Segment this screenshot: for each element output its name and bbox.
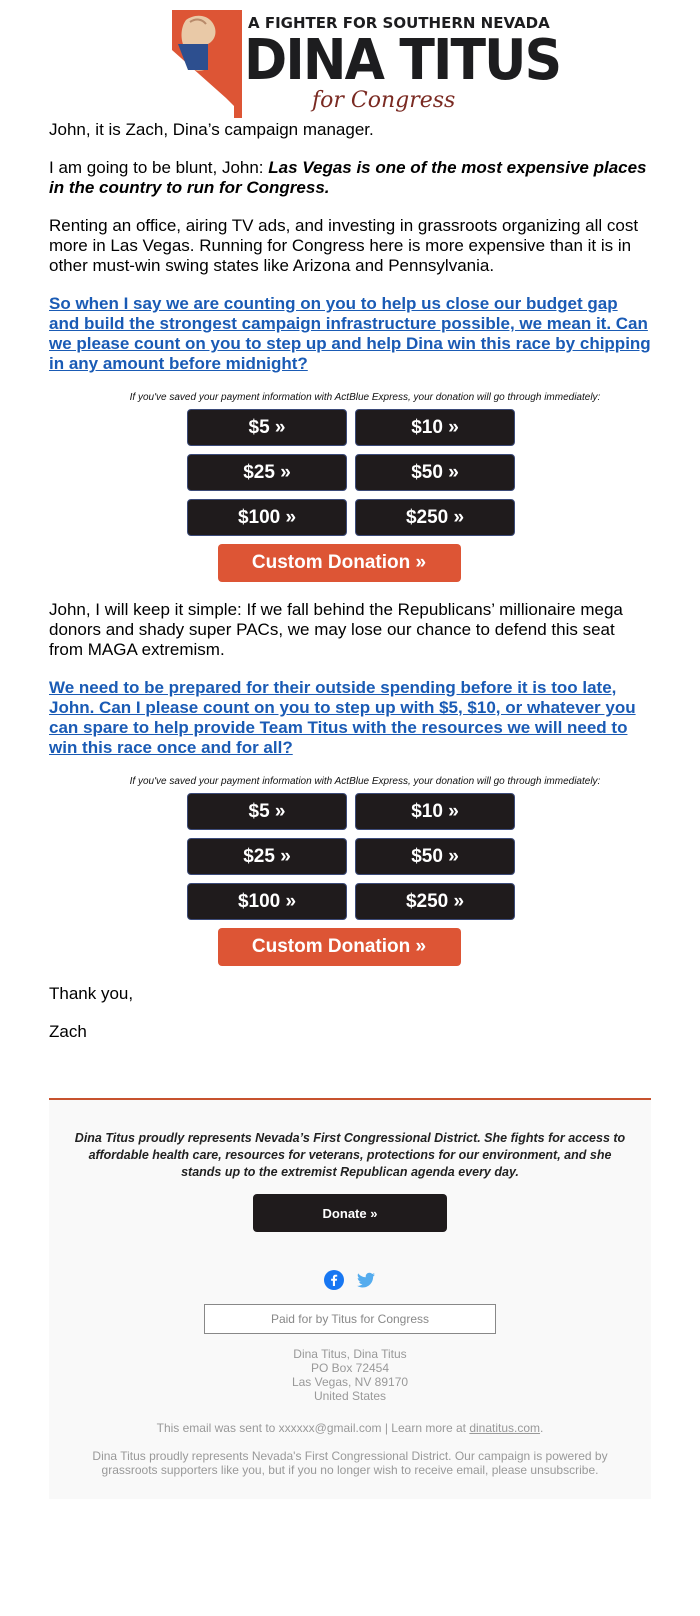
donation-amount-grid (187, 409, 515, 536)
blunt-intro: I am going to be blunt, John: (49, 158, 269, 177)
address-line: Dina Titus, Dina Titus (293, 1347, 407, 1361)
email-body (0, 120, 700, 1042)
cta-link-outside-spending[interactable]: We need to be prepared for their outside spending before it is too late, John. Can I please count on you to step up with $5, $10, or whatever you can spare to help provide Team Titus with the resources we will need to win this race once and for all? (49, 678, 636, 757)
donate-5-button[interactable]: $5 » (187, 793, 347, 830)
campaign-logo (172, 8, 561, 120)
blunt-emphasis: Las Vegas is one of the most expensive places in the country to run for Congress. (49, 158, 647, 197)
footer-mission: Dina Titus proudly represents Nevada’s First Congressional District. She fights for access to affordable health care, resources for veterans, protections for our environment, and she stands up to the extremist Republican agenda every day. (74, 1131, 626, 1179)
paid-for-box: Paid for by Titus for Congress (204, 1304, 496, 1334)
signature-text: Zach (49, 1022, 87, 1041)
address-line: PO Box 72454 (310, 1361, 390, 1375)
custom-donation-button[interactable]: Custom Donation » (218, 544, 461, 582)
keep-simple-paragraph: John, I will keep it simple: If we fall behind the Republicans’ millionaire mega donors and shady super PACs, we may lose our chance to defend this seat from MAGA extremism. (49, 600, 623, 659)
footer-donate-button[interactable]: Donate » (253, 1194, 447, 1232)
sent-to-line (69, 1421, 631, 1435)
thanks-text: Thank you, (49, 984, 134, 1003)
donate-50-button[interactable]: $50 » (355, 838, 515, 875)
facebook-icon[interactable] (324, 1270, 344, 1290)
costs-paragraph: Renting an office, airing TV ads, and investing in grassroots organizing all cost more in Las Vegas. Running for Congress here is more expensive than it is in other must-win swing states like Arizona and Pennsylvania. (49, 216, 639, 275)
twitter-icon[interactable] (356, 1270, 376, 1290)
donate-250-button[interactable]: $250 » (355, 499, 515, 536)
donate-5-button[interactable]: $5 » (187, 409, 347, 446)
email-footer (49, 1098, 651, 1499)
sent-to-text: This email was sent to xxxxxx@gmail.com | Learn more at (156, 1421, 470, 1435)
legal-unsubscribe-text: Dina Titus proudly represents Nevada's First Congressional District. Our campaign is powered by grassroots supporters like you, but if you no longer wish to receive email, please unsubscribe. (92, 1449, 608, 1477)
actblue-express-note: If you've saved your payment information with ActBlue Express, your donation will go through immediately: (129, 776, 601, 787)
website-link[interactable]: dinatitus.com (469, 1421, 541, 1435)
nevada-state-flexed-arm-icon (172, 10, 242, 118)
donate-10-button[interactable]: $10 » (355, 793, 515, 830)
donate-25-button[interactable]: $25 » (187, 838, 347, 875)
sent-to-period: . (540, 1421, 544, 1435)
greeting-text: John, it is Zach, Dina’s campaign manager. (49, 120, 374, 139)
email-page (0, 8, 700, 1559)
logo-subtitle: for Congress (312, 88, 456, 113)
donate-25-button[interactable]: $25 » (187, 454, 347, 491)
donate-100-button[interactable]: $100 » (187, 499, 347, 536)
blunt-paragraph (49, 158, 651, 198)
donation-amount-grid (187, 793, 515, 920)
address-line: Las Vegas, NV 89170 (291, 1375, 409, 1389)
donate-100-button[interactable]: $100 » (187, 883, 347, 920)
logo-tagline: A FIGHTER FOR SOUTHERN NEVADA (248, 14, 550, 32)
donate-250-button[interactable]: $250 » (355, 883, 515, 920)
social-links (69, 1270, 631, 1290)
donate-50-button[interactable]: $50 » (355, 454, 515, 491)
address-line: United States (313, 1389, 387, 1403)
logo-name: DINA TITUS (244, 28, 561, 93)
donate-10-button[interactable]: $10 » (355, 409, 515, 446)
mailing-address (69, 1347, 631, 1403)
custom-donation-button[interactable]: Custom Donation » (218, 928, 461, 966)
actblue-express-note: If you've saved your payment information with ActBlue Express, your donation will go through immediately: (129, 392, 601, 403)
cta-link-budget-gap[interactable]: So when I say we are counting on you to help us close our budget gap and build the strongest campaign infrastructure possible, we mean it. Can we please count on you to step up and help Dina win this race by chipping in any amount before midnight? (49, 294, 651, 373)
